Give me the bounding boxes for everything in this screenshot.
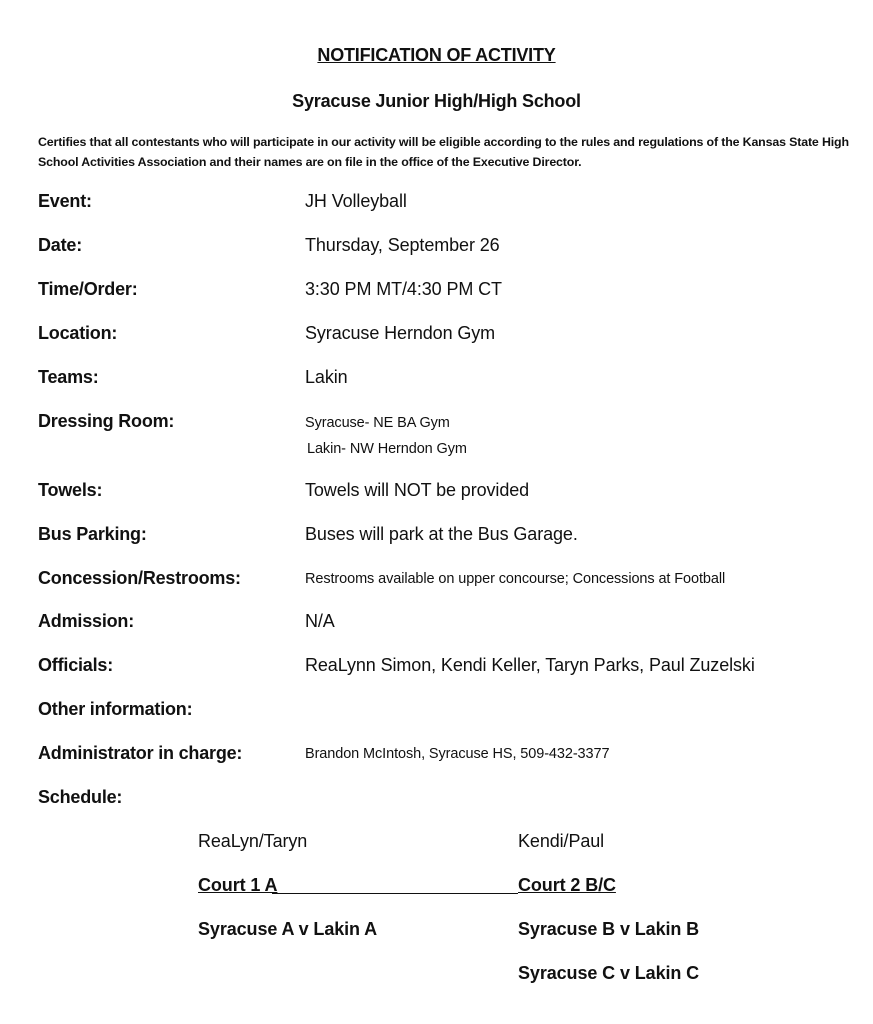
field-administrator bbox=[38, 743, 858, 769]
court1-officials: ReaLyn/Taryn bbox=[198, 831, 308, 851]
location-value: Syracuse Herndon Gym bbox=[305, 323, 496, 343]
certification-text: Certifies that all contestants who will participate in our activity will be eligible according to the rules and regulations of the Kansas State High School Activities Association and their names are on file in the office of the Executive Director. bbox=[38, 135, 849, 169]
field-location bbox=[38, 323, 858, 349]
court1-heading: Court 1 A bbox=[198, 875, 278, 895]
bus-parking-value: Buses will park at the Bus Garage. bbox=[305, 524, 578, 544]
schedule-label: Schedule: bbox=[38, 787, 123, 807]
school-name: Syracuse Junior High/High School bbox=[292, 91, 581, 111]
date-label: Date: bbox=[38, 235, 83, 255]
event-value: JH Volleyball bbox=[305, 191, 407, 211]
other-information-label: Other information: bbox=[38, 699, 193, 719]
field-concession bbox=[38, 568, 858, 594]
court2-match-2: Syracuse C v Lakin C bbox=[518, 963, 700, 983]
dressing-room-value bbox=[305, 410, 467, 462]
field-teams bbox=[38, 367, 858, 393]
concession-value: Restrooms available on upper concourse; Concessions at Football bbox=[305, 571, 726, 587]
time-label: Time/Order: bbox=[38, 279, 138, 299]
document-title: NOTIFICATION OF ACTIVITY bbox=[317, 45, 556, 65]
dressing-room-lakin: Lakin- NW Herndon Gym bbox=[307, 441, 467, 457]
event-label: Event: bbox=[38, 191, 92, 211]
bus-parking-label: Bus Parking: bbox=[38, 524, 147, 544]
teams-label: Teams: bbox=[38, 367, 99, 387]
field-admission bbox=[38, 611, 858, 637]
court2-match-1: Syracuse B v Lakin B bbox=[518, 919, 700, 939]
date-value: Thursday, September 26 bbox=[305, 235, 500, 255]
field-date bbox=[38, 235, 858, 261]
concession-label: Concession/Restrooms: bbox=[38, 568, 241, 588]
officials-value: ReaLynn Simon, Kendi Keller, Taryn Parks, Paul Zuzelski bbox=[305, 655, 755, 675]
location-label: Location: bbox=[38, 323, 118, 343]
field-other-information bbox=[38, 699, 858, 725]
field-schedule bbox=[38, 787, 858, 813]
field-event bbox=[38, 191, 858, 217]
time-value: 3:30 PM MT/4:30 PM CT bbox=[305, 279, 502, 299]
field-towels bbox=[38, 480, 858, 506]
administrator-value: Brandon McIntosh, Syracuse HS, 509-432-3377 bbox=[305, 746, 610, 762]
court2-heading: Court 2 B/C bbox=[518, 875, 616, 895]
officials-label: Officials: bbox=[38, 655, 114, 675]
court-heading-underline bbox=[272, 893, 518, 894]
field-bus-parking bbox=[38, 524, 858, 550]
field-time bbox=[38, 279, 858, 305]
field-dressing-room bbox=[38, 411, 858, 463]
admission-value: N/A bbox=[305, 611, 335, 631]
towels-value: Towels will NOT be provided bbox=[305, 480, 530, 500]
admission-label: Admission: bbox=[38, 611, 135, 631]
court1-match-1: Syracuse A v Lakin A bbox=[198, 919, 378, 939]
teams-value: Lakin bbox=[305, 367, 348, 387]
dressing-room-syracuse: Syracuse- NE BA Gym bbox=[305, 415, 450, 431]
towels-label: Towels: bbox=[38, 480, 103, 500]
court2-officials: Kendi/Paul bbox=[518, 831, 605, 851]
administrator-label: Administrator in charge: bbox=[38, 743, 243, 763]
field-officials bbox=[38, 655, 858, 681]
dressing-room-label: Dressing Room: bbox=[38, 411, 175, 431]
